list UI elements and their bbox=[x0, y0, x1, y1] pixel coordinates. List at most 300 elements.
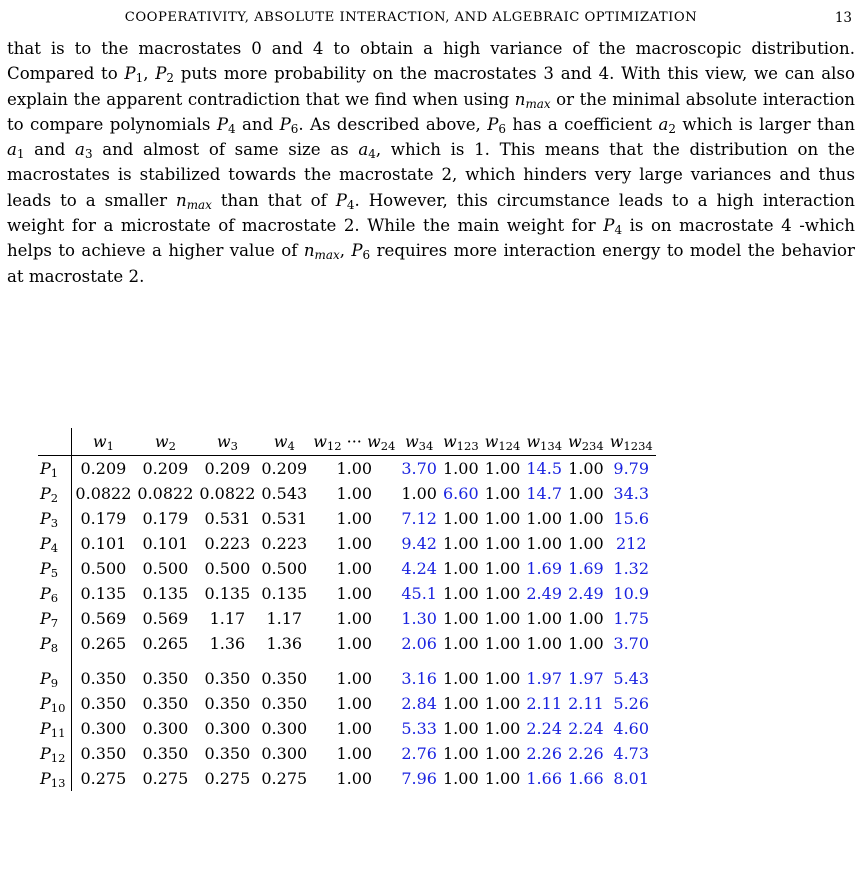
table-cell: 0.209 bbox=[261, 459, 308, 478]
table-cell: 1.00 bbox=[443, 744, 479, 763]
table-cell: 1.00 bbox=[568, 534, 604, 553]
table-cell: 212 bbox=[615, 534, 647, 553]
table-cell: 45.1 bbox=[401, 584, 437, 603]
row-label bbox=[38, 666, 72, 691]
column-header bbox=[258, 428, 310, 456]
table-cell: 0.350 bbox=[80, 669, 127, 688]
table-row bbox=[38, 691, 656, 716]
text-run: or the minimal absolute interaction to compare polynomials bbox=[7, 89, 855, 134]
math-var: a bbox=[7, 140, 17, 160]
math-symbol bbox=[487, 115, 506, 134]
row-subscript: 8 bbox=[50, 640, 59, 655]
row-var: P bbox=[40, 509, 51, 528]
table-cell: 0.500 bbox=[142, 559, 189, 578]
math-var: P bbox=[155, 64, 167, 84]
table-cell: 2.24 bbox=[568, 719, 604, 738]
page-header bbox=[0, 4, 862, 28]
table-row bbox=[38, 456, 656, 482]
math-symbol bbox=[658, 115, 676, 134]
column-var: w bbox=[609, 432, 624, 451]
table-cell: 0.101 bbox=[80, 534, 127, 553]
table-cell: 3.70 bbox=[613, 634, 650, 653]
row-label bbox=[38, 631, 72, 656]
row-var: P bbox=[40, 669, 51, 688]
table-cell: 0.135 bbox=[261, 584, 308, 603]
column-subscript: 234 bbox=[581, 438, 604, 453]
row-var: P bbox=[40, 584, 51, 603]
table-cell: 0.500 bbox=[204, 559, 251, 578]
table-cell: 0.223 bbox=[261, 534, 308, 553]
table-cell: 2.24 bbox=[526, 719, 562, 738]
math-symbol bbox=[515, 90, 551, 109]
table-cell: 0.209 bbox=[204, 459, 251, 478]
row-subscript: 4 bbox=[50, 540, 59, 555]
table-cell: 4.24 bbox=[401, 559, 437, 578]
table-cell: 0.350 bbox=[142, 694, 189, 713]
table-cell: 0.209 bbox=[80, 459, 127, 478]
math-var: n bbox=[303, 241, 315, 261]
table-row bbox=[38, 531, 656, 556]
math-subscript: max bbox=[525, 96, 551, 111]
table-cell: 0.569 bbox=[80, 609, 127, 628]
table-cell: 5.33 bbox=[401, 719, 437, 738]
table-cell: 1.17 bbox=[266, 609, 303, 628]
table-cell: 1.00 bbox=[526, 534, 562, 553]
table-cell: 2.84 bbox=[401, 694, 437, 713]
row-label bbox=[38, 531, 72, 556]
table-row bbox=[38, 481, 656, 506]
table-cell: 0.350 bbox=[142, 669, 189, 688]
table-cell: 0.350 bbox=[261, 694, 308, 713]
row-label bbox=[38, 691, 72, 716]
math-var: P bbox=[487, 114, 499, 134]
column-header bbox=[196, 428, 258, 456]
math-subscript: 4 bbox=[346, 197, 355, 212]
table-cell: 1.00 bbox=[568, 484, 604, 503]
table-cell: 0.350 bbox=[204, 694, 251, 713]
table-cell: 1.66 bbox=[526, 769, 562, 788]
table-cell: 0.275 bbox=[80, 769, 127, 788]
table-row bbox=[38, 506, 656, 531]
table-cell: 1.75 bbox=[613, 609, 650, 628]
table-cell: 1.00 bbox=[336, 584, 373, 603]
column-header bbox=[38, 428, 72, 456]
text-run: and bbox=[235, 114, 280, 134]
table-row bbox=[38, 556, 656, 581]
table-cell: 1.17 bbox=[209, 609, 246, 628]
column-header bbox=[523, 428, 565, 456]
table-cell: 1.97 bbox=[526, 669, 562, 688]
table-cell: 1.00 bbox=[443, 769, 479, 788]
text-run: , which is 1. This means that the distribution on the macrostates is stabilized towards the macrostate 2, which hinders very large variances and thus leads to a smaller bbox=[7, 140, 856, 210]
table-cell: 0.300 bbox=[261, 744, 308, 763]
row-var: P bbox=[40, 634, 51, 653]
table-cell: 3.16 bbox=[401, 669, 437, 688]
table-cell: 1.00 bbox=[484, 744, 521, 763]
group-separator bbox=[38, 656, 656, 666]
row-label bbox=[38, 716, 72, 741]
column-header bbox=[607, 428, 656, 456]
running-title: COOPERATIVITY, ABSOLUTE INTERACTION, AND ALGEBRAIC OPTIMIZATION bbox=[124, 10, 698, 25]
table-cell: 1.00 bbox=[401, 484, 437, 503]
table-cell: 1.00 bbox=[484, 669, 521, 688]
table-cell: 1.00 bbox=[336, 669, 373, 688]
column-subscript: 34 bbox=[418, 438, 434, 453]
column-var: w bbox=[568, 432, 582, 451]
row-label bbox=[38, 741, 72, 766]
math-subscript: 3 bbox=[84, 147, 93, 162]
table-row bbox=[38, 606, 656, 631]
row-subscript: 6 bbox=[50, 590, 59, 605]
row-subscript: 3 bbox=[50, 515, 59, 530]
table-cell: 2.06 bbox=[401, 634, 437, 653]
math-var: P bbox=[124, 64, 136, 84]
row-var: P bbox=[40, 559, 51, 578]
column-var: w bbox=[273, 432, 288, 451]
table-cell: 0.275 bbox=[261, 769, 308, 788]
table-cell: 10.9 bbox=[613, 584, 650, 603]
math-var: P bbox=[216, 114, 228, 134]
text-run: puts more probability on the macrostates 3 and 4. With this view, we can also explain the apparent contradiction that we find when using bbox=[7, 64, 855, 109]
table-cell: 1.00 bbox=[484, 509, 521, 528]
math-subscript: max bbox=[314, 248, 340, 263]
table-cell: 0.300 bbox=[80, 719, 127, 738]
table-cell: 0.209 bbox=[142, 459, 189, 478]
column-subscript: 1 bbox=[106, 438, 114, 453]
column-subscript: 3 bbox=[230, 438, 238, 453]
table-cell: 1.00 bbox=[484, 694, 521, 713]
table-cell: 1.36 bbox=[266, 634, 303, 653]
table-cell: 0.265 bbox=[80, 634, 127, 653]
separator-cell bbox=[38, 656, 72, 666]
table-cell: 0.500 bbox=[261, 559, 308, 578]
table-cell: 0.569 bbox=[142, 609, 189, 628]
row-subscript: 10 bbox=[50, 700, 66, 715]
table-cell: 9.42 bbox=[401, 534, 437, 553]
table-cell: 0.350 bbox=[80, 744, 127, 763]
math-subscript: 6 bbox=[362, 248, 371, 263]
table-cell: 0.300 bbox=[142, 719, 189, 738]
table-cell: 0.265 bbox=[142, 634, 189, 653]
table-cell: 5.43 bbox=[613, 669, 650, 688]
math-subscript: 6 bbox=[498, 121, 506, 136]
math-var: a bbox=[75, 140, 85, 160]
row-subscript: 1 bbox=[50, 465, 59, 480]
table-cell: 0.135 bbox=[204, 584, 251, 603]
table-cell: 1.00 bbox=[336, 634, 373, 653]
table-row bbox=[38, 716, 656, 741]
column-header bbox=[310, 428, 398, 456]
table-cell: 2.26 bbox=[526, 744, 562, 763]
table-cell: 1.66 bbox=[568, 769, 604, 788]
row-label bbox=[38, 606, 72, 631]
row-var: P bbox=[40, 769, 51, 788]
table-cell: 0.275 bbox=[204, 769, 251, 788]
separator-cell bbox=[72, 656, 656, 666]
math-symbol bbox=[358, 140, 376, 162]
table-cell: 1.00 bbox=[443, 584, 479, 603]
math-symbol bbox=[351, 241, 371, 263]
table-cell: 1.00 bbox=[484, 584, 521, 603]
table-cell: 2.76 bbox=[401, 744, 437, 763]
row-subscript: 5 bbox=[50, 565, 59, 580]
text-run: . However, this circumstance leads to a high interaction weight for a microstate of macrostate 2. While the main weight for bbox=[7, 190, 855, 236]
table-cell: 1.00 bbox=[336, 719, 373, 738]
column-header bbox=[440, 428, 482, 456]
math-var: a bbox=[358, 140, 369, 160]
table-cell: 0.135 bbox=[80, 584, 127, 603]
table-cell: 1.00 bbox=[443, 459, 479, 478]
table-cell: 0.543 bbox=[261, 484, 308, 503]
math-subscript: 6 bbox=[290, 121, 299, 136]
column-subscript: 4 bbox=[287, 438, 295, 453]
row-var: P bbox=[40, 719, 51, 738]
row-subscript: 2 bbox=[50, 490, 59, 505]
column-var: w bbox=[216, 432, 231, 451]
table-cell: 14.7 bbox=[526, 484, 562, 503]
text-run: has a coefficient bbox=[505, 114, 659, 134]
math-var: P bbox=[351, 241, 363, 261]
table-cell: 1.00 bbox=[526, 634, 562, 653]
table-cell: 4.73 bbox=[613, 744, 650, 763]
table-cell: 1.30 bbox=[401, 609, 437, 628]
math-subscript: max bbox=[186, 197, 212, 212]
table-cell: 1.00 bbox=[336, 744, 373, 763]
math-symbol bbox=[155, 64, 174, 86]
table-cell: 1.00 bbox=[336, 509, 373, 528]
column-subscript: 134 bbox=[540, 438, 563, 453]
body-paragraph bbox=[7, 36, 855, 289]
column-var: w bbox=[366, 432, 381, 451]
row-label bbox=[38, 506, 72, 531]
math-symbol bbox=[176, 191, 212, 210]
table-cell: 1.00 bbox=[484, 719, 521, 738]
table-cell: 0.179 bbox=[80, 509, 127, 528]
table-cell: 1.00 bbox=[568, 634, 604, 653]
table-cell: 1.00 bbox=[336, 559, 373, 578]
table-cell: 1.00 bbox=[568, 609, 604, 628]
column-subscript: 24 bbox=[380, 438, 396, 453]
math-symbol bbox=[217, 115, 236, 134]
row-var: P bbox=[40, 609, 51, 628]
table-cell: 0.350 bbox=[204, 744, 251, 763]
row-label bbox=[38, 481, 72, 506]
text-run: that is to the macrostates 0 and 4 to obtain a high variance of the macroscopic distribution. Compared to bbox=[7, 39, 855, 84]
table-cell: 1.00 bbox=[568, 459, 604, 478]
table-cell: 2.49 bbox=[568, 584, 604, 603]
page-number: 13 bbox=[834, 10, 852, 26]
row-subscript: 7 bbox=[50, 615, 59, 630]
column-var: w bbox=[154, 432, 169, 451]
math-subscript: 4 bbox=[228, 121, 236, 136]
table-cell: 15.6 bbox=[613, 509, 650, 528]
math-var: P bbox=[603, 216, 615, 236]
table-cell: 1.32 bbox=[613, 559, 650, 578]
column-header bbox=[565, 428, 607, 456]
table-row bbox=[38, 741, 656, 766]
table-cell: 1.00 bbox=[336, 459, 373, 478]
table-cell: 0.223 bbox=[204, 534, 251, 553]
table-cell: 1.00 bbox=[443, 719, 479, 738]
column-subscript: 1234 bbox=[623, 438, 653, 453]
table-cell: 1.00 bbox=[336, 769, 373, 788]
table-cell: 0.350 bbox=[142, 744, 189, 763]
table-cell: 0.531 bbox=[204, 509, 251, 528]
table-cell: 1.00 bbox=[568, 509, 604, 528]
table-cell: 3.70 bbox=[401, 459, 437, 478]
math-symbol bbox=[336, 191, 355, 210]
text-run: and almost of same size as bbox=[92, 140, 359, 160]
math-symbol bbox=[280, 115, 299, 134]
math-symbol bbox=[124, 64, 144, 86]
table-cell: 1.00 bbox=[336, 534, 373, 553]
column-var: w bbox=[404, 432, 419, 451]
table-cell: 7.96 bbox=[401, 769, 437, 788]
table-cell: 1.97 bbox=[568, 669, 604, 688]
math-subscript: 4 bbox=[368, 147, 376, 162]
table-cell: 0.350 bbox=[204, 669, 251, 688]
table-cell: 1.00 bbox=[443, 694, 479, 713]
column-header bbox=[72, 428, 134, 456]
column-var: w bbox=[92, 432, 107, 451]
table-cell: 5.26 bbox=[613, 694, 650, 713]
text-run: than that of bbox=[211, 190, 336, 210]
text-run: , bbox=[143, 64, 156, 84]
table-cell: 1.36 bbox=[209, 634, 246, 653]
table-cell: 1.00 bbox=[443, 509, 479, 528]
column-header bbox=[482, 428, 524, 456]
row-var: P bbox=[40, 694, 51, 713]
table-cell: 8.01 bbox=[613, 769, 650, 788]
table-cell: 0.350 bbox=[261, 669, 308, 688]
table-cell: 1.00 bbox=[484, 484, 521, 503]
table-row bbox=[38, 766, 656, 791]
table-row bbox=[38, 631, 656, 656]
table-cell: 0.500 bbox=[80, 559, 127, 578]
table-cell: 7.12 bbox=[401, 509, 437, 528]
text-run: requires more interaction energy to model the behavior at macrostate 2. bbox=[7, 241, 855, 286]
row-label bbox=[38, 456, 72, 482]
math-subscript: 4 bbox=[614, 223, 623, 238]
column-var: w bbox=[442, 432, 457, 451]
text-run: which is larger than bbox=[676, 114, 855, 134]
table-cell: 1.00 bbox=[443, 559, 479, 578]
row-subscript: 13 bbox=[50, 775, 66, 790]
column-subscript: 2 bbox=[168, 438, 176, 453]
weights-table bbox=[38, 428, 656, 791]
table-cell: 34.3 bbox=[613, 484, 650, 503]
math-subscript: 2 bbox=[668, 121, 676, 136]
table-cell: 1.00 bbox=[443, 609, 479, 628]
text-run: is on macrostate 4 -which helps to achieve a higher value of bbox=[7, 216, 855, 261]
row-var: P bbox=[40, 484, 51, 503]
math-var: n bbox=[514, 89, 526, 109]
table-cell: 6.60 bbox=[443, 484, 479, 503]
table-row bbox=[38, 666, 656, 691]
column-subscript: 12 bbox=[326, 438, 342, 453]
column-header bbox=[398, 428, 440, 456]
table-cell: 2.11 bbox=[526, 694, 562, 713]
table-cell: 1.69 bbox=[526, 559, 562, 578]
row-label bbox=[38, 556, 72, 581]
table-cell: 1.00 bbox=[336, 484, 373, 503]
column-subscript: 123 bbox=[456, 438, 479, 453]
text-run: , bbox=[339, 241, 352, 261]
row-label bbox=[38, 581, 72, 606]
table-cell: 1.00 bbox=[336, 694, 373, 713]
table-cell: 0.350 bbox=[80, 694, 127, 713]
table-cell: 1.00 bbox=[484, 769, 521, 788]
column-header bbox=[134, 428, 196, 456]
math-var: P bbox=[279, 114, 291, 134]
row-var: P bbox=[40, 534, 51, 553]
table-cell: 0.300 bbox=[261, 719, 308, 738]
math-symbol bbox=[603, 216, 623, 238]
table-cell: 14.5 bbox=[526, 459, 562, 478]
table-cell: 1.00 bbox=[526, 609, 562, 628]
table-cell: 1.00 bbox=[443, 534, 479, 553]
table-cell: 9.79 bbox=[613, 459, 650, 478]
math-var: a bbox=[658, 114, 669, 134]
table-cell: 1.00 bbox=[484, 534, 521, 553]
table-cell: 2.49 bbox=[526, 584, 562, 603]
text-run: and bbox=[24, 140, 76, 160]
weights-table-container bbox=[38, 428, 656, 791]
row-subscript: 11 bbox=[50, 725, 66, 740]
table-cell: 0.275 bbox=[142, 769, 189, 788]
math-subscript: 1 bbox=[135, 71, 144, 86]
table-cell: 1.00 bbox=[336, 609, 373, 628]
table-cell: 0.300 bbox=[204, 719, 251, 738]
table-header-row bbox=[38, 428, 656, 456]
column-subscript: 124 bbox=[498, 438, 521, 453]
table-cell: 1.00 bbox=[443, 669, 479, 688]
math-symbol bbox=[75, 140, 93, 162]
table-cell: 1.00 bbox=[526, 509, 562, 528]
math-var: n bbox=[176, 190, 187, 210]
ellipsis: ··· bbox=[341, 432, 367, 451]
column-var: w bbox=[484, 432, 499, 451]
table-cell: 2.11 bbox=[568, 694, 604, 713]
row-var: P bbox=[40, 459, 51, 478]
table-cell: 1.00 bbox=[443, 634, 479, 653]
table-cell: 4.60 bbox=[613, 719, 650, 738]
table-cell: 0.531 bbox=[261, 509, 308, 528]
row-subscript: 9 bbox=[50, 675, 59, 690]
math-subscript: 1 bbox=[16, 147, 25, 162]
table-cell: 1.00 bbox=[484, 559, 521, 578]
table-cell: 1.00 bbox=[484, 634, 521, 653]
table-cell: 1.00 bbox=[484, 459, 521, 478]
table-cell: 0.179 bbox=[142, 509, 189, 528]
table-row bbox=[38, 581, 656, 606]
row-subscript: 12 bbox=[50, 750, 66, 765]
text-run: . As described above, bbox=[298, 114, 488, 134]
math-symbol bbox=[303, 241, 340, 263]
table-cell: 2.26 bbox=[568, 744, 604, 763]
table-cell: 0.101 bbox=[142, 534, 189, 553]
math-var: P bbox=[335, 190, 347, 210]
column-var: w bbox=[526, 432, 541, 451]
column-var: w bbox=[313, 432, 327, 451]
table-cell: 0.135 bbox=[142, 584, 189, 603]
table-cell: 1.69 bbox=[568, 559, 604, 578]
table-cell: 1.00 bbox=[484, 609, 521, 628]
math-symbol bbox=[7, 140, 25, 162]
math-subscript: 2 bbox=[166, 71, 174, 86]
table-cell: 0.0822 bbox=[75, 484, 132, 503]
table-cell: 0.0822 bbox=[137, 484, 194, 503]
